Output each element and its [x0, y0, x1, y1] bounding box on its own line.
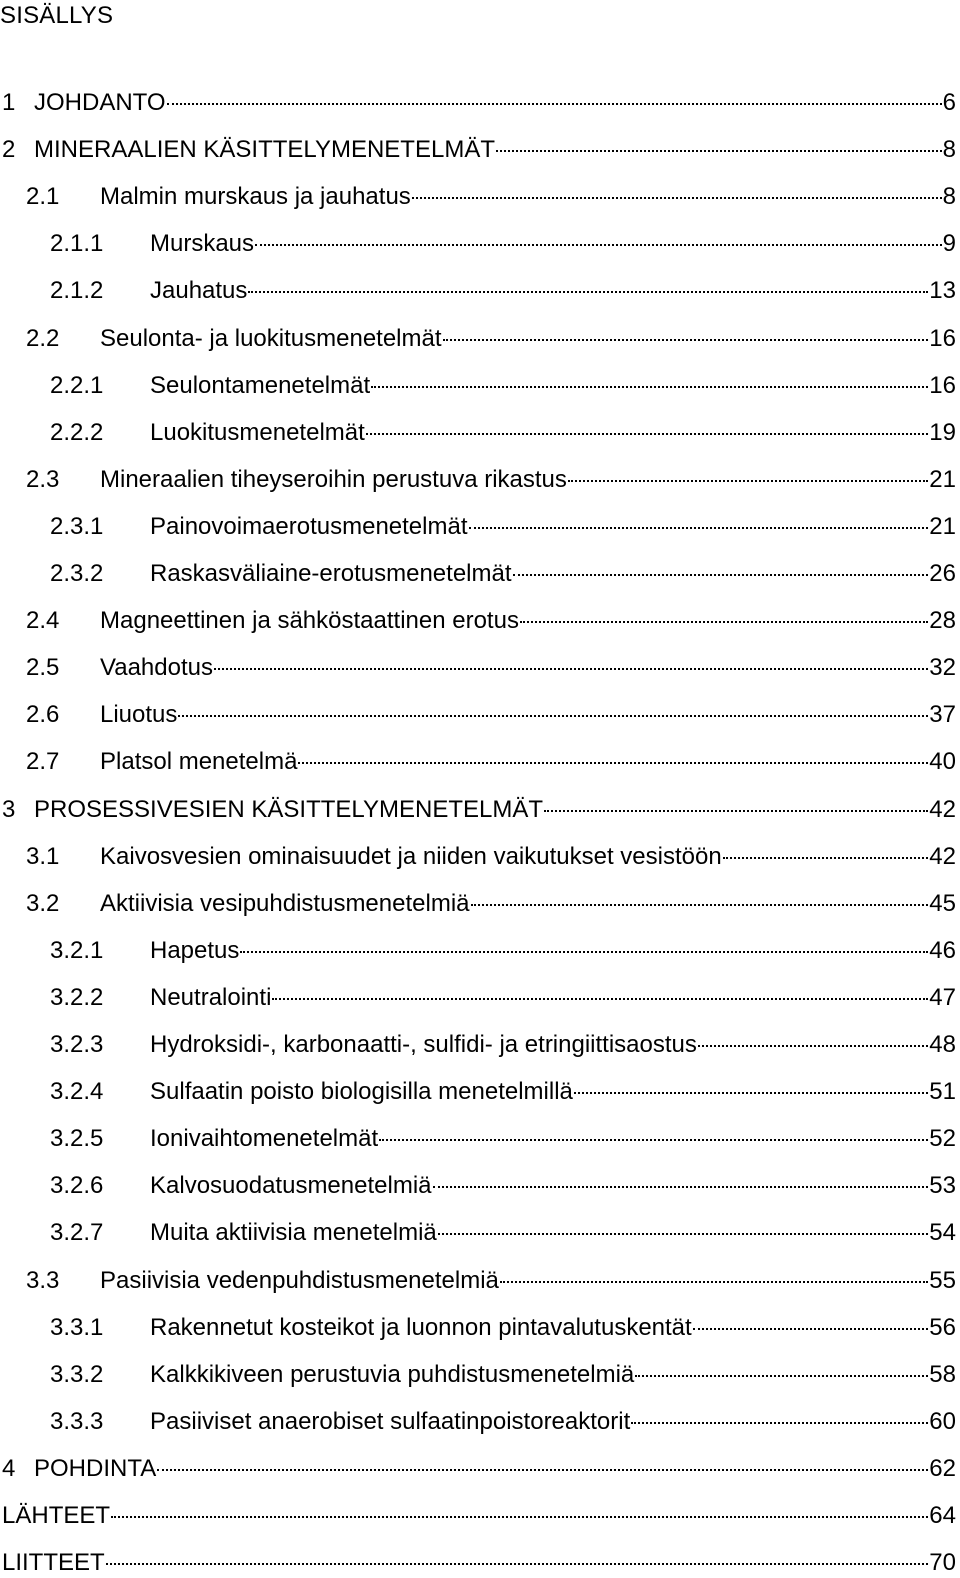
- toc-entry[interactable]: [26, 881, 956, 917]
- toc-entry-page-number: 19: [929, 419, 956, 446]
- toc-entry-title: LÄHTEET: [2, 1502, 111, 1529]
- toc-entry-title: Aktiivisia vesipuhdistusmenetelmiä: [100, 890, 470, 917]
- dot-leader: [157, 1446, 928, 1476]
- toc-entry-number: 2.1.1: [50, 230, 104, 257]
- dot-leader: [469, 504, 929, 534]
- dot-leader: [178, 692, 928, 722]
- dot-leader: [366, 410, 929, 440]
- dot-leader: [723, 834, 929, 864]
- dot-leader: [574, 1069, 928, 1099]
- toc-entry-number: 4: [2, 1455, 16, 1482]
- toc-entry-title: Kalvosuodatusmenetelmiä: [150, 1172, 432, 1199]
- toc-entry-number: 3.3.2: [50, 1361, 104, 1388]
- toc-entry-number: 2.3: [26, 466, 60, 493]
- toc-entry-page-number: 70: [929, 1549, 956, 1576]
- toc-entry-page-number: 37: [929, 701, 956, 728]
- toc-entry-number: 2.2.1: [50, 372, 104, 399]
- toc-entry[interactable]: [50, 975, 956, 1011]
- toc-entry-page-number: 47: [929, 984, 956, 1011]
- dot-leader: [111, 1493, 928, 1523]
- dot-leader: [167, 80, 942, 110]
- toc-entry-page-number: 55: [929, 1267, 956, 1294]
- toc-entry-number: 3.2.6: [50, 1172, 104, 1199]
- toc-entry-number: 3.2.3: [50, 1031, 104, 1058]
- toc-entry[interactable]: [26, 174, 956, 210]
- toc-entry-title: Vaahdotus: [100, 654, 213, 681]
- dot-leader: [240, 928, 928, 958]
- toc-entry-page-number: 60: [929, 1408, 956, 1435]
- dot-leader: [248, 268, 928, 298]
- toc-entry-number: 3.2.2: [50, 984, 104, 1011]
- toc-entry-number: 3.3.3: [50, 1408, 104, 1435]
- toc-entry-title: Platsol menetelmä: [100, 748, 298, 775]
- toc-entry[interactable]: [2, 787, 956, 823]
- toc-entry-number: 3.2.1: [50, 937, 104, 964]
- toc-entry-number: 2: [2, 136, 16, 163]
- toc-entry-title: Neutralointi: [150, 984, 272, 1011]
- toc-entry[interactable]: [50, 363, 956, 399]
- dot-leader: [635, 1352, 928, 1382]
- toc-entry[interactable]: [26, 834, 956, 870]
- toc-entry-number: 2.7: [26, 748, 60, 775]
- dot-leader: [433, 1163, 929, 1193]
- toc-entry-page-number: 56: [929, 1314, 956, 1341]
- toc-entry-page-number: 9: [942, 230, 956, 257]
- toc-entry-number: 2.1.2: [50, 277, 104, 304]
- toc-entry-title: PROSESSIVESIEN KÄSITTELYMENETELMÄT: [34, 796, 544, 823]
- dot-leader: [412, 174, 942, 204]
- dot-leader: [255, 221, 942, 251]
- toc-entry[interactable]: [50, 410, 956, 446]
- toc-entry-page-number: 6: [942, 89, 956, 116]
- toc-entry[interactable]: [2, 80, 956, 116]
- toc-entry[interactable]: [2, 127, 956, 163]
- toc-entry-number: 1: [2, 89, 16, 116]
- toc-entry-title: Pasiiviset anaerobiset sulfaatinpoistoreaktorit: [150, 1408, 631, 1435]
- toc-entry-number: 2.1: [26, 183, 60, 210]
- toc-entry[interactable]: [26, 645, 956, 681]
- toc-entry-number: 3.2.7: [50, 1219, 104, 1246]
- toc-entry[interactable]: [50, 1022, 956, 1058]
- toc-entry-number: 2.5: [26, 654, 60, 681]
- dot-leader: [520, 598, 928, 628]
- toc-entry[interactable]: [26, 1258, 956, 1294]
- toc-entry-title: Luokitusmenetelmät: [150, 419, 365, 446]
- toc-entry-page-number: 28: [929, 607, 956, 634]
- toc-entry-page-number: 64: [929, 1502, 956, 1529]
- toc-entry-title: Mineraalien tiheyseroihin perustuva rikastus: [100, 466, 567, 493]
- toc-entry[interactable]: [2, 1446, 956, 1482]
- toc-entry[interactable]: [26, 457, 956, 493]
- toc-entry-title: Hydroksidi-, karbonaatti-, sulfidi- ja etringiittisaostus: [150, 1031, 697, 1058]
- toc-entry-number: 2.3.2: [50, 560, 104, 587]
- dot-leader: [379, 1116, 928, 1146]
- page-title: SISÄLLYS: [0, 2, 114, 29]
- toc-entry[interactable]: [50, 268, 956, 304]
- toc-entry-number: 3.2: [26, 890, 60, 917]
- toc-entry-page-number: 32: [929, 654, 956, 681]
- toc-entry-page-number: 21: [929, 466, 956, 493]
- toc-entry-number: 2.6: [26, 701, 60, 728]
- toc-entry-title: Painovoimaerotusmenetelmät: [150, 513, 468, 540]
- toc-entry-title: Jauhatus: [150, 277, 248, 304]
- toc-entry[interactable]: [26, 692, 956, 728]
- toc-entry-page-number: 52: [929, 1125, 956, 1152]
- toc-entry-page-number: 53: [929, 1172, 956, 1199]
- toc-entry-title: Ionivaihtomenetelmät: [150, 1125, 379, 1152]
- toc-entry-title: Rakennetut kosteikot ja luonnon pintavalutuskentät: [150, 1314, 692, 1341]
- dot-leader: [500, 1258, 928, 1288]
- toc-entry[interactable]: [50, 1210, 956, 1246]
- toc-entry-page-number: 45: [929, 890, 956, 917]
- dot-leader: [106, 1540, 929, 1570]
- toc-entry-number: 3.3: [26, 1267, 60, 1294]
- dot-leader: [471, 881, 929, 911]
- dot-leader: [443, 316, 929, 346]
- dot-leader: [698, 1022, 928, 1052]
- toc-entry-title: Magneettinen ja sähköstaattinen erotus: [100, 607, 519, 634]
- toc-entry[interactable]: [50, 1163, 956, 1199]
- toc-entry-title: Kaivosvesien ominaisuudet ja niiden vaikutukset vesistöön: [100, 843, 722, 870]
- toc-entry-title: Seulontamenetelmät: [150, 372, 371, 399]
- toc-entry-page-number: 13: [929, 277, 956, 304]
- toc-entry-page-number: 8: [942, 136, 956, 163]
- toc-entry-page-number: 8: [942, 183, 956, 210]
- toc-entry-title: Muita aktiivisia menetelmiä: [150, 1219, 437, 1246]
- toc-entry-number: 3.2.4: [50, 1078, 104, 1105]
- toc-entry-page-number: 42: [929, 843, 956, 870]
- dot-leader: [568, 457, 928, 487]
- toc-entry-number: 3.3.1: [50, 1314, 104, 1341]
- toc-entry[interactable]: [50, 221, 956, 257]
- dot-leader: [298, 739, 928, 769]
- dot-leader: [693, 1305, 929, 1335]
- toc-entry[interactable]: [50, 504, 956, 540]
- toc-entry-title: MINERAALIEN KÄSITTELYMENETELMÄT: [34, 136, 495, 163]
- toc-entry-number: 2.3.1: [50, 513, 104, 540]
- toc-entry-page-number: 16: [929, 372, 956, 399]
- toc-entry-page-number: 26: [929, 560, 956, 587]
- toc-entry-page-number: 62: [929, 1455, 956, 1482]
- toc-entry-title: Seulonta- ja luokitusmenetelmät: [100, 325, 442, 352]
- dot-leader: [513, 551, 929, 581]
- toc-entry-page-number: 58: [929, 1361, 956, 1388]
- toc-entry-title: Malmin murskaus ja jauhatus: [100, 183, 411, 210]
- toc-entry[interactable]: [50, 928, 956, 964]
- toc-entry-number: 3.2.5: [50, 1125, 104, 1152]
- toc-entry-title: LIITTEET: [2, 1549, 105, 1576]
- toc-entry-page-number: 21: [929, 513, 956, 540]
- toc-entry-title: Kalkkikiveen perustuvia puhdistusmenetelmiä: [150, 1361, 635, 1388]
- toc-entry-number: 3.1: [26, 843, 60, 870]
- toc-entry[interactable]: [26, 316, 956, 352]
- toc-entry-title: Pasiivisia vedenpuhdistusmenetelmiä: [100, 1267, 499, 1294]
- toc-entry[interactable]: [26, 598, 956, 634]
- dot-leader: [496, 127, 942, 157]
- toc-entry-page-number: 51: [929, 1078, 956, 1105]
- toc-entry[interactable]: [50, 1069, 956, 1105]
- toc-entry[interactable]: [50, 551, 956, 587]
- toc-entry-page-number: 48: [929, 1031, 956, 1058]
- dot-leader: [631, 1399, 928, 1429]
- toc-entry[interactable]: [26, 739, 956, 775]
- toc-entry[interactable]: [50, 1116, 956, 1152]
- dot-leader: [272, 975, 928, 1005]
- toc-entry[interactable]: [2, 1493, 956, 1529]
- toc-entry[interactable]: [50, 1399, 956, 1435]
- toc-entry-title: JOHDANTO: [34, 89, 166, 116]
- toc-entry-number: 2.2.2: [50, 419, 104, 446]
- toc-entry-number: 2.4: [26, 607, 60, 634]
- toc-entry[interactable]: [50, 1352, 956, 1388]
- toc-entry-page-number: 54: [929, 1219, 956, 1246]
- toc-entry-page-number: 42: [929, 796, 956, 823]
- toc-entry-title: POHDINTA: [34, 1455, 157, 1482]
- toc-entry-page-number: 16: [929, 325, 956, 352]
- dot-leader: [438, 1210, 929, 1240]
- toc-entry-title: Sulfaatin poisto biologisilla menetelmillä: [150, 1078, 573, 1105]
- toc-entry-title: Hapetus: [150, 937, 240, 964]
- dot-leader: [214, 645, 928, 675]
- toc-entry-number: 2.2: [26, 325, 60, 352]
- toc-entry-title: Raskasväliaine-erotusmenetelmät: [150, 560, 512, 587]
- toc-entry-title: Liuotus: [100, 701, 178, 728]
- toc-entry-page-number: 40: [929, 748, 956, 775]
- toc-entry[interactable]: [2, 1540, 956, 1576]
- toc-entry-number: 3: [2, 796, 16, 823]
- toc-entry-title: Murskaus: [150, 230, 255, 257]
- toc-entry[interactable]: [50, 1305, 956, 1341]
- toc-entry-page-number: 46: [929, 937, 956, 964]
- dot-leader: [371, 363, 928, 393]
- dot-leader: [544, 787, 928, 817]
